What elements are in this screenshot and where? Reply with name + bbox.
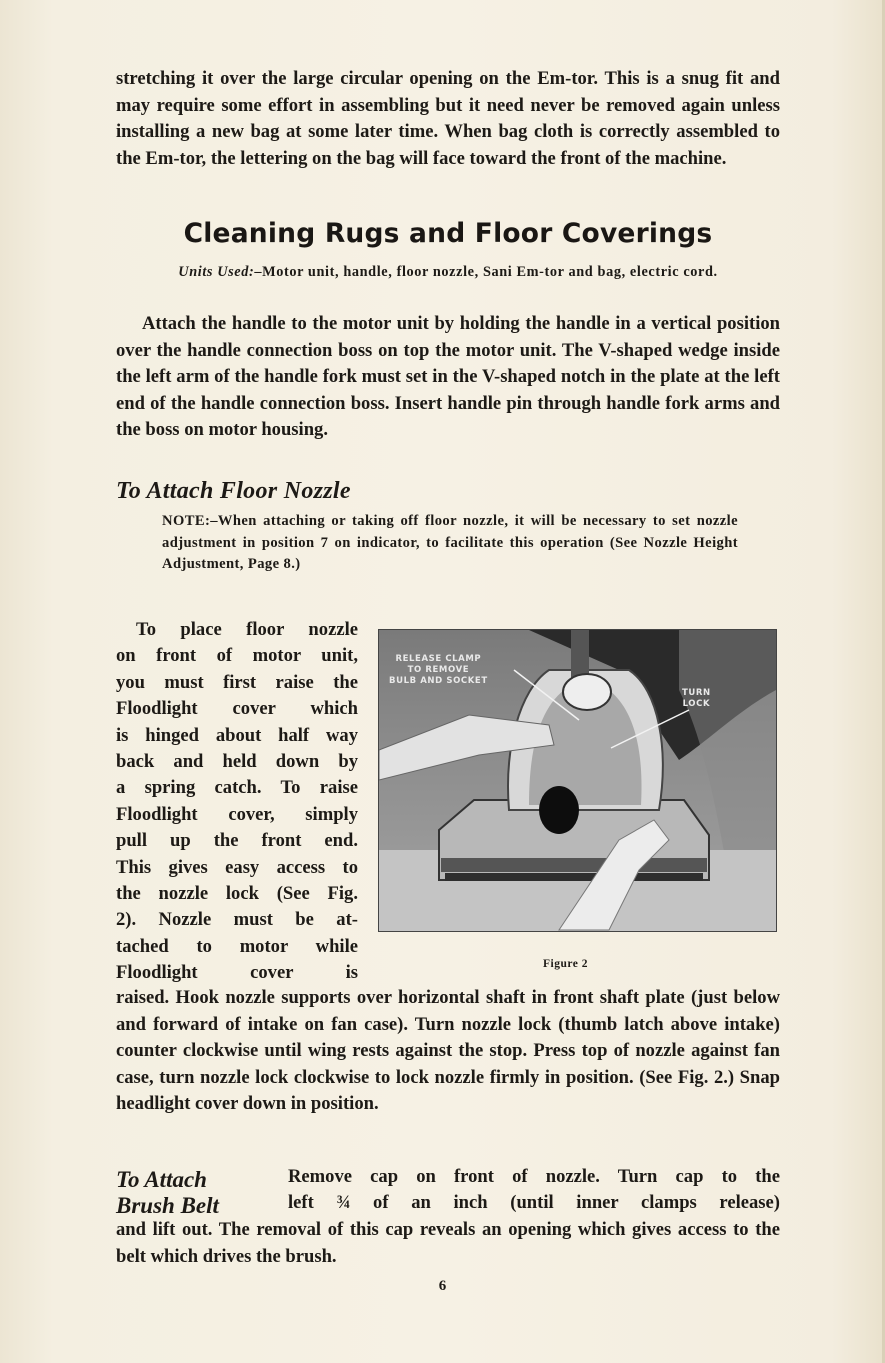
left-line: is hinged about half way	[116, 724, 358, 746]
left-line: on front of motor unit,	[116, 645, 358, 667]
brush-line: left ¾ of an inch (until inner clamps release)	[288, 1192, 780, 1214]
left-line: back and held down by	[116, 751, 358, 773]
brush-belt-lines	[288, 1164, 780, 1217]
units-used-text: –Motor unit, handle, floor nozzle, Sani Em-tor and bag, electric cord.	[254, 264, 718, 280]
figure-caption: Figure 2	[543, 958, 588, 970]
left-line: Floodlight cover is	[116, 962, 358, 984]
nozzle-paragraph: raised. Hook nozzle supports over horizontal shaft in front shaft plate (just below and forward of intake on fan case). Turn nozzle lock (thumb latch above intake) counter clockwise until wing rests against the stop. Press top of nozzle against fan case, turn nozzle lock clockwise to lock nozzle firmly in position. (See Fig. 2.) Snap headlight cover down in position.	[116, 987, 780, 1114]
left-line: you must first raise the	[116, 671, 358, 693]
units-used	[150, 262, 746, 283]
left-line: This gives easy access to	[116, 856, 358, 878]
left-line: tached to motor while	[116, 935, 358, 957]
nozzle-subheading: To Attach Floor Nozzle	[116, 478, 351, 504]
release-clamp-label: RELEASE CLAMP TO REMOVE BULB AND SOCKET	[389, 654, 488, 686]
brush-line: Remove cap on front of nozzle. Turn cap to the	[288, 1166, 780, 1187]
left-line: Floodlight cover which	[116, 698, 358, 720]
left-line: a spring catch. To raise	[116, 777, 358, 799]
left-line: 2). Nozzle must be at-	[116, 909, 358, 931]
note-paragraph: NOTE:–When attaching or taking off floor nozzle, it will be necessary to set nozzle adjustment in position 7 on indicator, to facilitate this operation (See Nozzle Height Adjustment, Page 8.)	[162, 513, 738, 572]
left-line: pull up the front end.	[116, 830, 358, 852]
handle-paragraph: Attach the handle to the motor unit by holding the handle in a vertical position over the handle connection boss on top the motor unit. The V-shaped wedge inside the left arm of the handle fork must set in the V-shaped notch in the plate at the left end of the handle connection boss. Insert handle pin through handle fork arms and the boss on motor housing.	[116, 313, 780, 440]
left-column-text	[116, 617, 358, 987]
intro-paragraph: stretching it over the large circular opening on the Em-tor. This is a snug fit and may require some effort in assembling but it need never be removed again unless installing a new bag at some later time. When bag cloth is correctly assembled to the Em-tor, the lettering on the bag will face toward the front of the machine.	[116, 68, 780, 169]
section-heading: Cleaning Rugs and Floor Coverings	[183, 218, 713, 249]
units-used-label: Units Used:	[178, 264, 255, 280]
brush-belt-heading: To Attach Brush Belt	[116, 1167, 219, 1218]
left-line: To place floor nozzle	[136, 619, 358, 640]
figure-2-photo	[378, 629, 777, 932]
turn-lock-label: TURN LOCK	[682, 688, 711, 709]
left-line: the nozzle lock (See Fig.	[116, 883, 358, 905]
brush-paragraph: and lift out. The removal of this cap reveals an opening which gives access to the belt which drives the brush.	[116, 1219, 780, 1267]
left-line: Floodlight cover, simply	[116, 803, 358, 825]
page-number: 6	[438, 1278, 447, 1294]
